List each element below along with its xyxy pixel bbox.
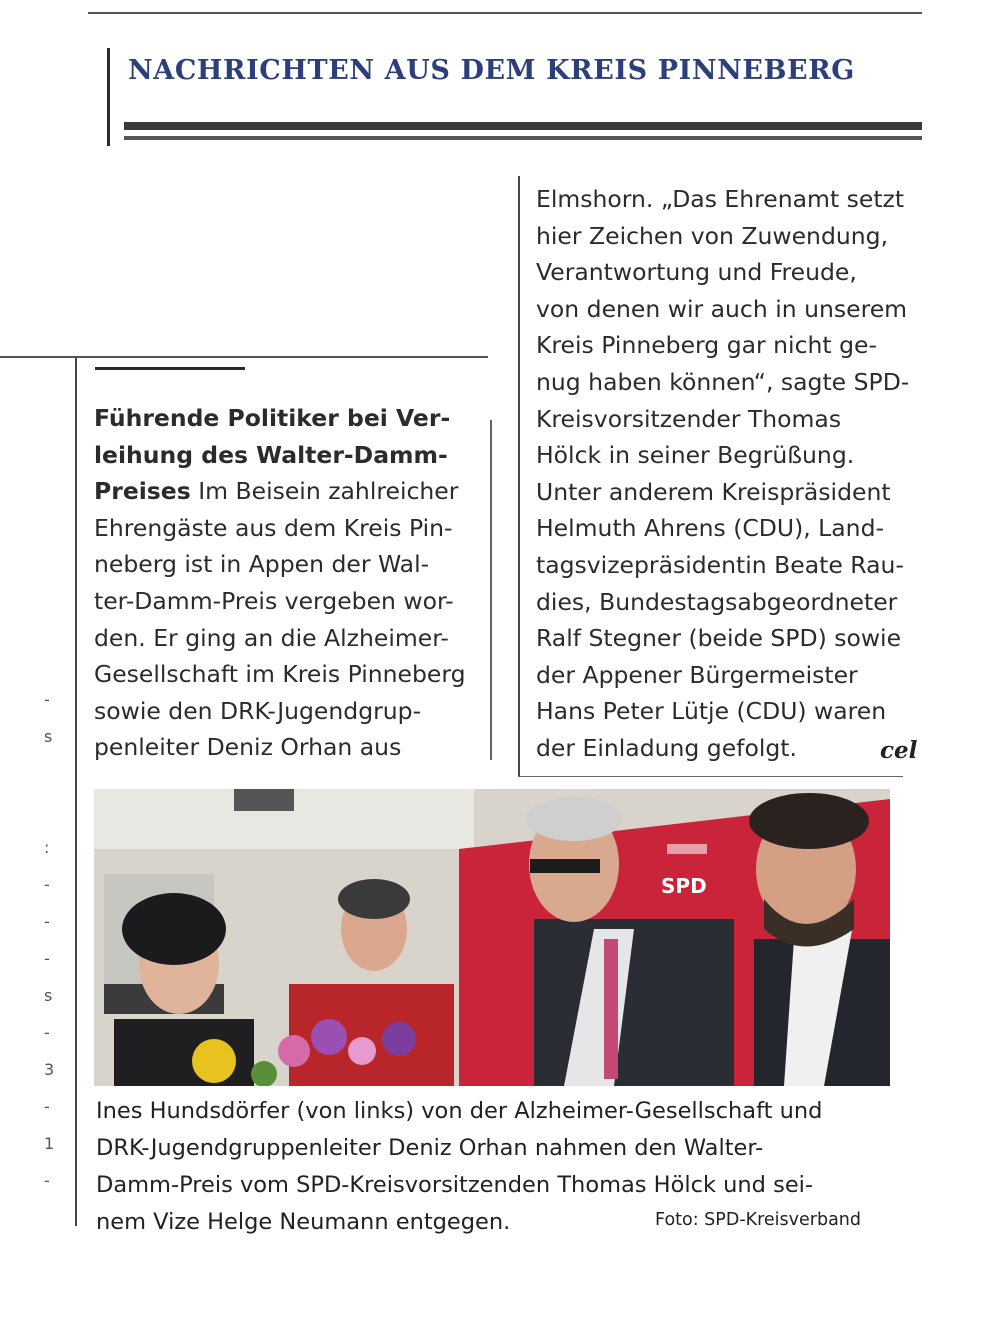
body-line: ter-Damm-Preis vergeben wor- xyxy=(94,586,454,615)
headline-line: Führende Politiker bei Ver- xyxy=(94,404,451,432)
margin-mark: 1 xyxy=(44,1134,55,1153)
right-column-bottom-rule xyxy=(518,776,903,777)
margin-marks xyxy=(44,690,64,1208)
body-line: Verantwortung und Freude, xyxy=(536,258,857,287)
body-line: tagsvizepräsidentin Beate Rau- xyxy=(536,550,904,579)
caption-line: nem Vize Helge Neumann entgegen. xyxy=(96,1209,511,1235)
top-rule xyxy=(88,12,922,14)
header-underline-thin xyxy=(124,136,922,140)
body-line: Helmuth Ahrens (CDU), Land- xyxy=(536,514,884,543)
headline-line: Preises xyxy=(94,477,191,506)
column-divider xyxy=(518,176,520,776)
body-line: den. Er ging an die Alzheimer- xyxy=(94,623,449,652)
margin-mark: s xyxy=(44,727,53,746)
body-line: hier Zeichen von Zuwendung, xyxy=(536,221,889,250)
body-line: Gesellschaft im Kreis Pinneberg xyxy=(94,660,466,689)
body-line: Ralf Stegner (beide SPD) sowie xyxy=(536,624,902,653)
body-lead: Im Beisein zahlreicher xyxy=(190,477,459,506)
body-line: dies, Bundestagsabgeordneter xyxy=(536,587,898,616)
caption-line: Damm-Preis vom SPD-Kreisvorsitzenden Thomas Hölck und sei- xyxy=(96,1172,814,1198)
body-line: Hans Peter Lütje (CDU) waren xyxy=(536,697,887,726)
body-line: nug haben können“, sagte SPD- xyxy=(536,367,910,396)
body-line: Hölck in seiner Begrüßung. xyxy=(536,441,855,470)
body-line: Ehrengäste aus dem Kreis Pin- xyxy=(94,513,453,542)
body-line: der Einladung gefolgt. xyxy=(536,733,797,762)
left-column xyxy=(94,400,466,766)
right-column xyxy=(536,181,909,767)
left-box-vertical xyxy=(75,358,77,1226)
photo-credit: Foto: SPD-Kreisverband xyxy=(655,1210,862,1230)
body-line: Elmshorn. „Das Ehrenamt setzt xyxy=(536,185,905,213)
margin-mark: - xyxy=(44,690,50,709)
left-box-short-rule xyxy=(95,367,245,370)
margin-mark: - xyxy=(44,1171,50,1190)
margin-mark: - xyxy=(44,949,50,968)
margin-mark: - xyxy=(44,1023,50,1042)
headline-line: leihung des Walter-Damm- xyxy=(94,440,448,469)
body-line: der Appener Bürgermeister xyxy=(536,660,858,689)
margin-mark: 3 xyxy=(44,1060,55,1079)
body-line: neberg ist in Appen der Wal- xyxy=(94,550,430,579)
left-box-top-rule xyxy=(0,356,488,358)
body-line: Kreisvorsitzender Thomas xyxy=(536,404,842,433)
margin-mark: s xyxy=(44,986,53,1005)
margin-mark: - xyxy=(44,1097,50,1116)
news-photo xyxy=(94,789,890,1086)
body-line: von denen wir auch in unserem xyxy=(536,294,908,323)
margin-mark xyxy=(44,801,64,838)
margin-mark xyxy=(44,764,64,801)
body-line: penleiter Deniz Orhan aus xyxy=(94,733,402,762)
left-column-right-edge xyxy=(490,420,492,760)
body-line: sowie den DRK-Jugendgrup- xyxy=(94,696,422,725)
author-initials: cel xyxy=(880,737,918,764)
header-underline xyxy=(124,122,922,130)
body-line: Unter anderem Kreispräsident xyxy=(536,477,891,506)
margin-mark: - xyxy=(44,875,50,894)
section-title: NACHRICHTEN AUS DEM KREIS PINNEBERG xyxy=(128,55,855,86)
body-line: Kreis Pinneberg gar nicht ge- xyxy=(536,331,877,360)
header-left-bar xyxy=(107,48,110,146)
caption-line: DRK-Jugendgruppenleiter Deniz Orhan nahmen den Walter- xyxy=(96,1135,764,1161)
caption-line: Ines Hundsdörfer (von links) von der Alzheimer-Gesellschaft und xyxy=(96,1098,823,1124)
spd-logo: SPD xyxy=(661,874,707,898)
margin-mark: - xyxy=(44,912,50,931)
margin-mark: : xyxy=(44,838,50,857)
